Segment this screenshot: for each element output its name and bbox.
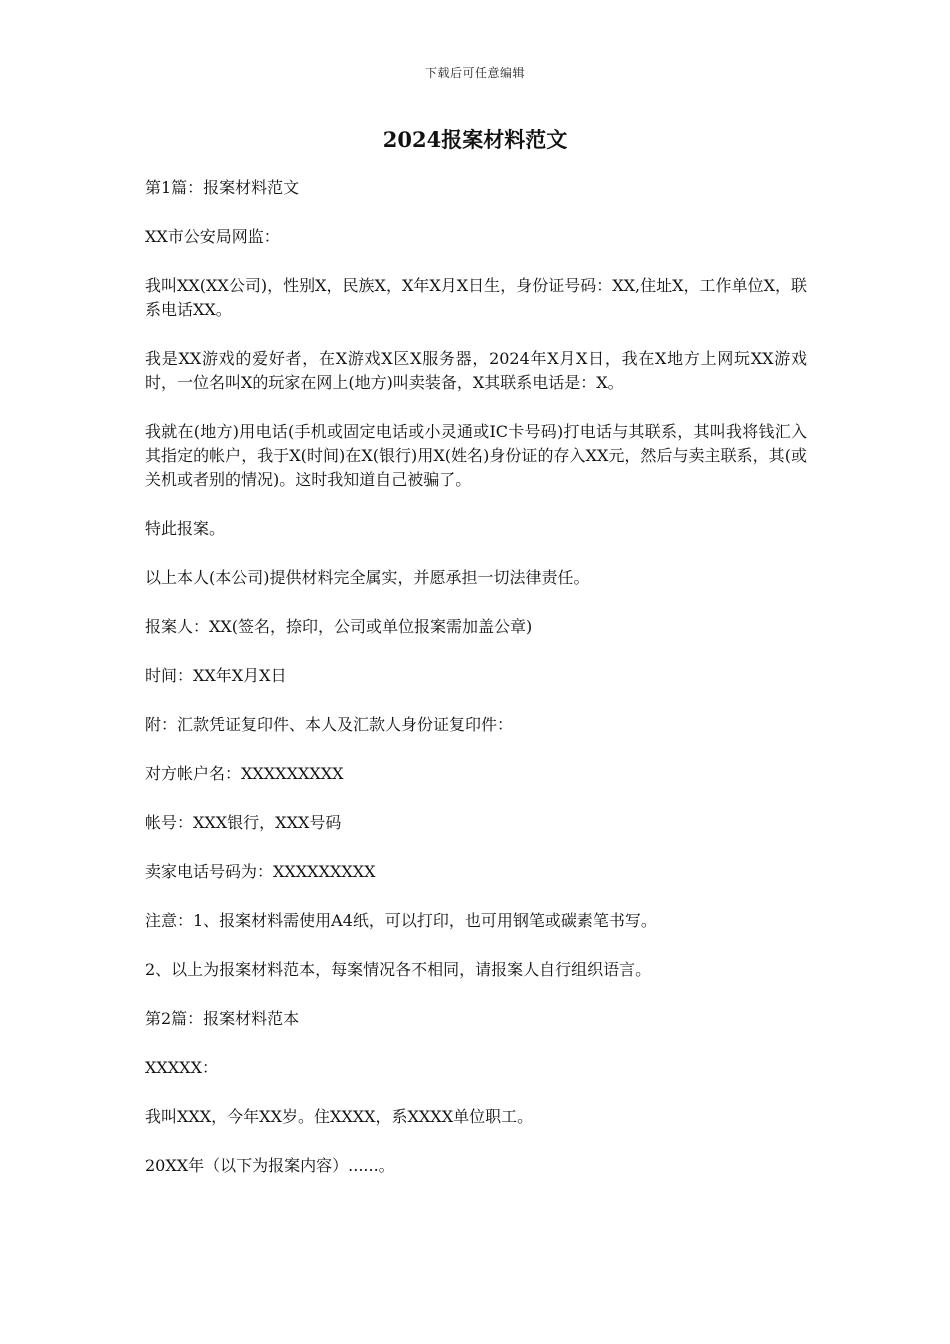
account-number-line: 帐号：XXX银行，XXX号码 — [145, 813, 342, 832]
attachment-line: 附：汇款凭证复印件、本人及汇款人身份证复印件： — [145, 715, 514, 734]
addressee-2: XXXXX： — [145, 1058, 218, 1077]
paragraph-declaration: 以上本人(本公司)提供材料完全属实，并愿承担一切法律责任。 — [145, 568, 590, 587]
note-line-2: 2、以上为报案材料范本，每案情况各不相同，请报案人自行组织语言。 — [145, 960, 652, 979]
section-heading-2: 第2篇：报案材料范本 — [145, 1009, 300, 1028]
paragraph-game-context: 我是XX游戏的爱好者，在X游戏X区X服务器，2024年X月X日，我在X地方上网玩XX游戏时，一位名叫X的玩家在网上(地方)叫卖装备，X其联系电话是：X。 — [145, 349, 807, 392]
note-line-1: 注意：1、报案材料需使用A4纸，可以打印，也可用钢笔或碳素笔书写。 — [145, 911, 657, 930]
paragraph-report: 特此报案。 — [145, 519, 226, 538]
paragraph-incident: 我就在(地方)用电话(手机或固定电话或小灵通或IC卡号码)打电话与其联系，其叫我将钱汇入其指定的帐户，我于X(时间)在X(银行)用X(姓名)身份证的存入XX元，然后与卖主联系，其(或关机或者别的情况)。这时我知道自己被骗了。 — [145, 422, 807, 489]
addressee: XX市公安局网监： — [145, 227, 280, 246]
seller-phone-line: 卖家电话号码为：XXXXXXXXX — [145, 862, 376, 881]
section-heading-1: 第1篇：报案材料范文 — [145, 178, 300, 197]
header-note: 下载后可任意编辑 — [424, 66, 525, 80]
paragraph-personal-info: 我叫XX(XX公司)，性别X，民族X，X年X月X日生，身份证号码：XX,住址X，工作单位X，联系电话XX。 — [145, 276, 807, 319]
reporter-line: 报案人：XX(签名，捺印，公司或单位报案需加盖公章) — [145, 617, 533, 636]
paragraph-report-content: 20XX年（以下为报案内容）......。 — [145, 1156, 395, 1175]
document-title: 2024报案材料范文 — [382, 127, 568, 152]
document-body — [145, 176, 807, 1203]
paragraph-intro-2: 我叫XXX，今年XX岁。住XXXX，系XXXX单位职工。 — [145, 1107, 534, 1126]
account-name-line: 对方帐户名：XXXXXXXXX — [145, 764, 344, 783]
date-line: 时间：XX年X月X日 — [145, 666, 287, 685]
